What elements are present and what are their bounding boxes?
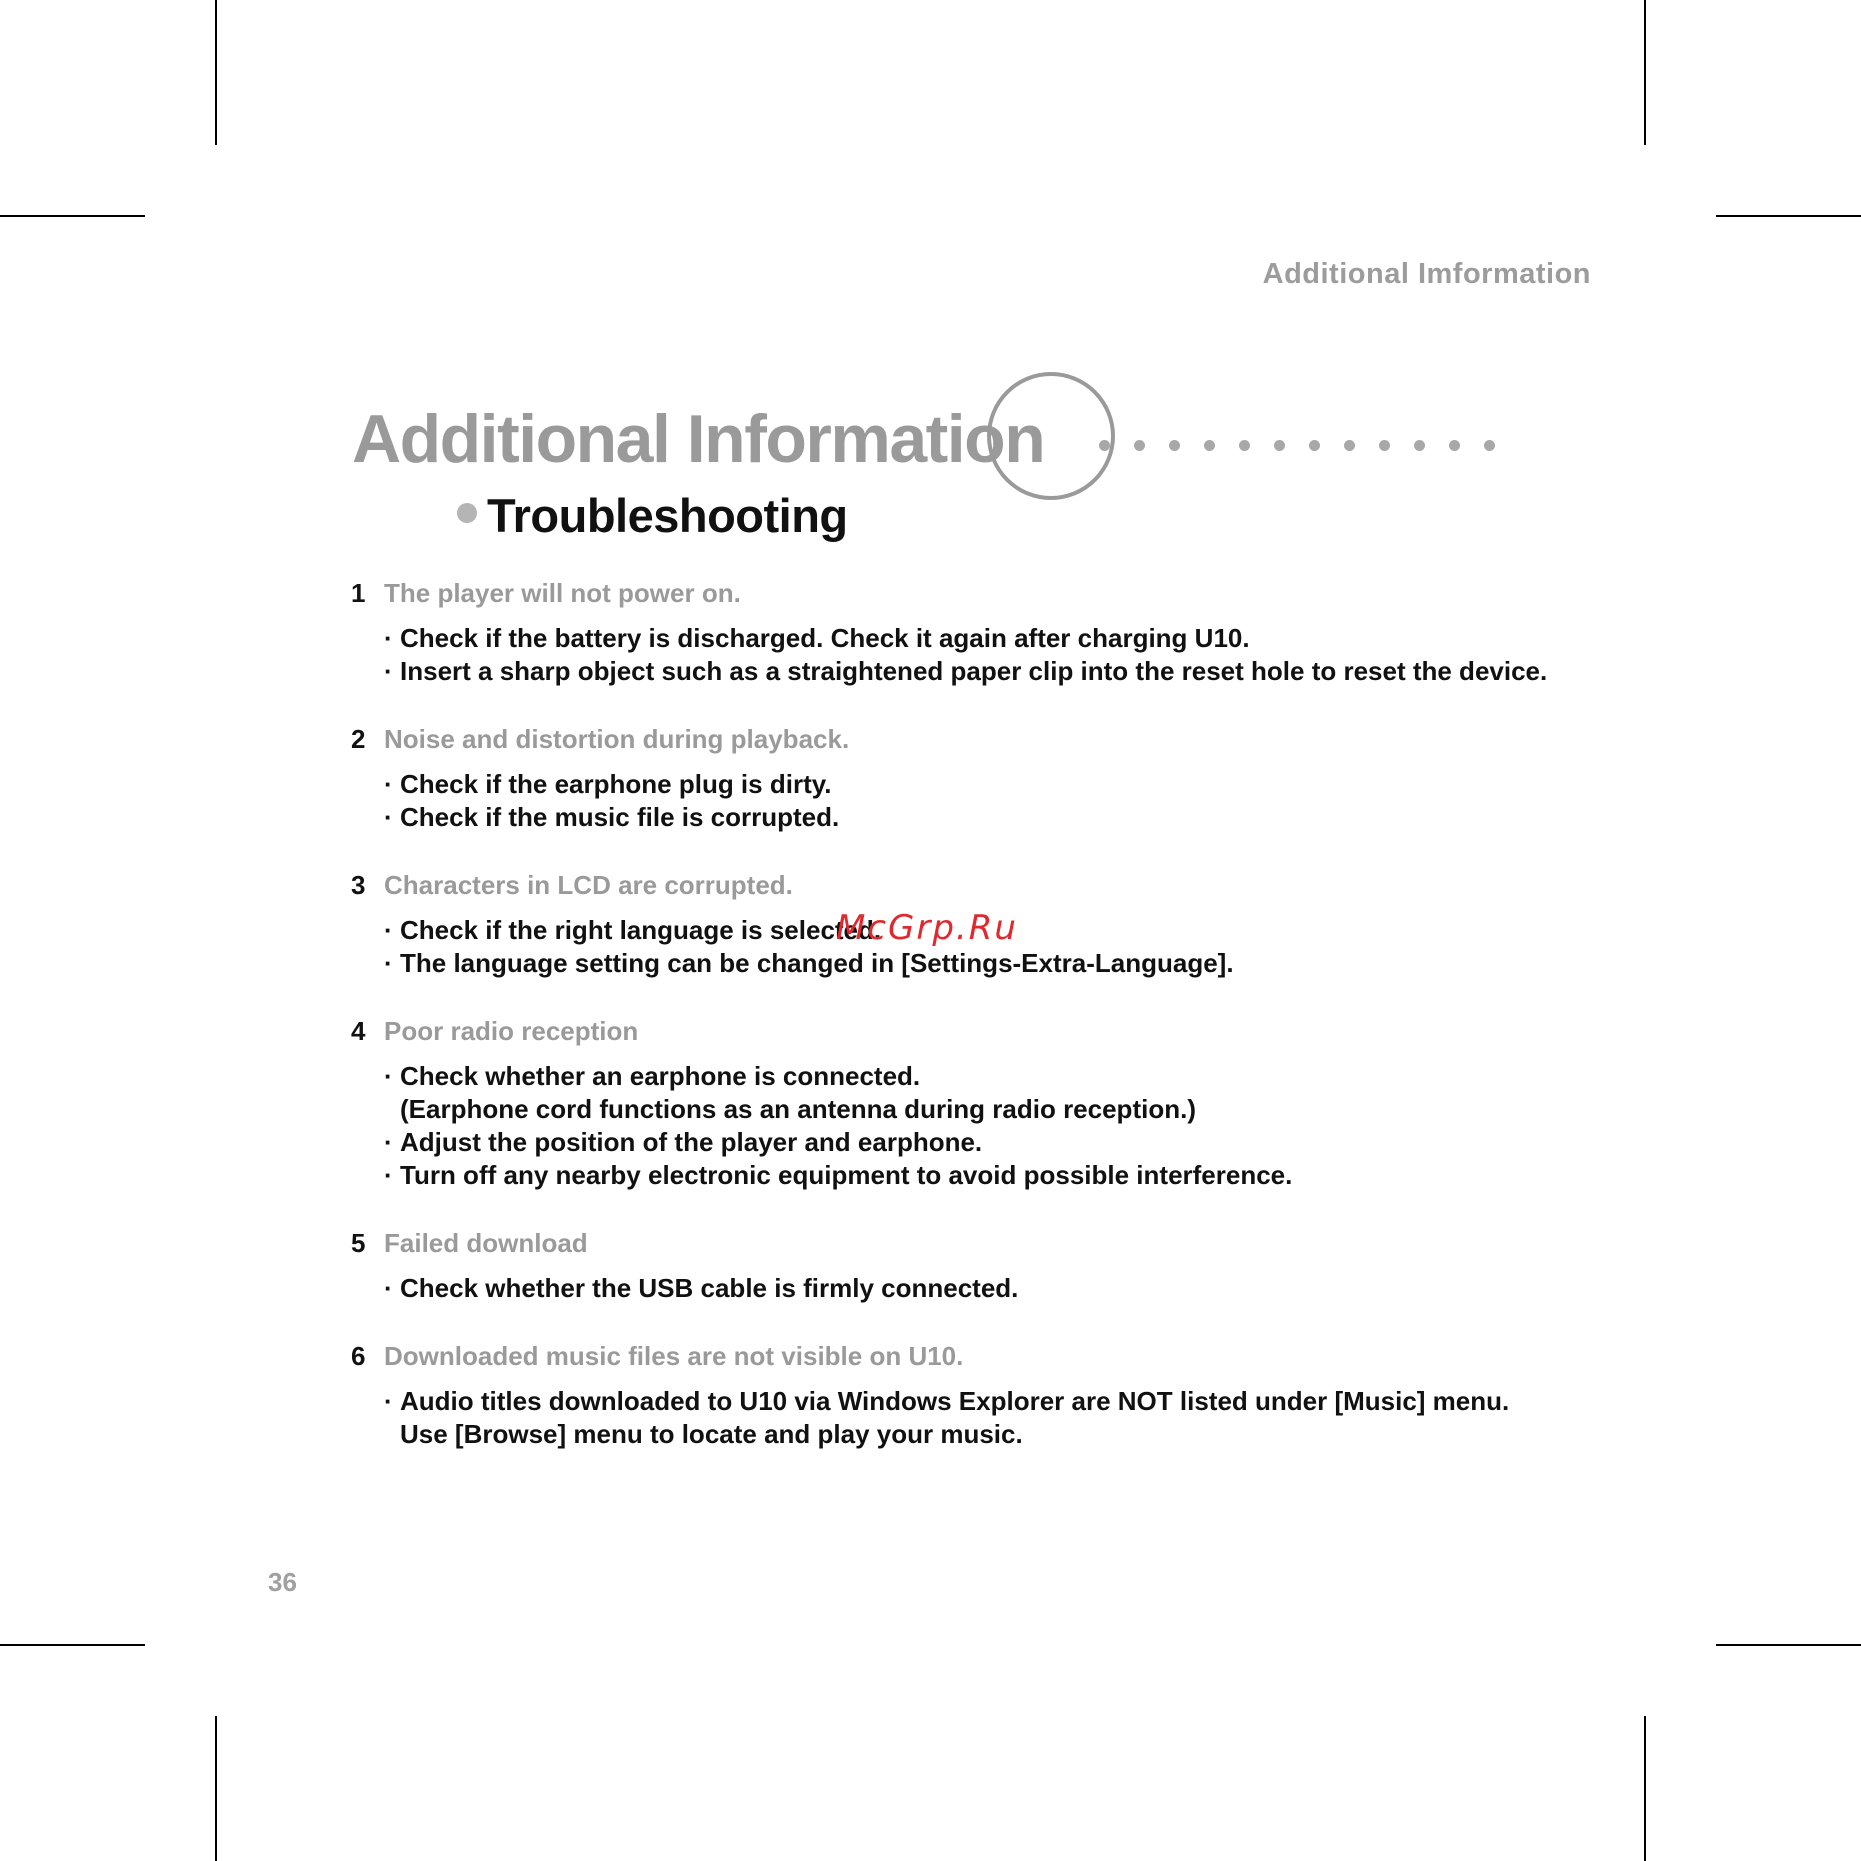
page-number: 36 <box>268 1567 297 1597</box>
troubleshooting-item <box>351 1010 1621 1192</box>
item-number: 3 <box>351 870 366 900</box>
troubleshooting-item <box>351 572 1621 688</box>
item-heading: Characters in LCD are corrupted. <box>384 870 793 900</box>
item-bullet: · Check if the battery is discharged. Check it again after charging U10. <box>384 622 1621 655</box>
item-number: 6 <box>351 1341 366 1371</box>
item-bullet: · Insert a sharp object such as a straightened paper clip into the reset hole to reset the device. <box>384 655 1621 688</box>
item-bullet: · Check if the music file is corrupted. <box>384 801 1621 834</box>
crop-mark <box>1644 1716 1646 1861</box>
item-bullet: · Check if the right language is selected. <box>384 914 1621 947</box>
item-number: 1 <box>351 578 366 608</box>
item-heading: The player will not power on. <box>384 578 741 608</box>
crop-mark <box>1716 1644 1861 1646</box>
item-heading: Downloaded music files are not visible on U10. <box>384 1341 964 1371</box>
item-bullet: · Adjust the position of the player and earphone. <box>384 1126 1621 1159</box>
item-bullet: · Check whether an earphone is connected. (Earphone cord functions as an antenna during radio reception.) <box>384 1060 1621 1126</box>
item-bullet: · Audio titles downloaded to U10 via Windows Explorer are NOT listed under [Music] menu. Use [Browse] menu to locate and play your music. <box>384 1385 1621 1451</box>
item-heading: Noise and distortion during playback. <box>384 724 850 754</box>
page-title: Additional Information <box>352 401 1045 477</box>
troubleshooting-list <box>351 572 1621 1481</box>
crop-mark <box>0 215 145 217</box>
item-bullet: · Turn off any nearby electronic equipment to avoid possible interference. <box>384 1159 1621 1192</box>
item-number: 2 <box>351 724 366 754</box>
item-number: 5 <box>351 1228 366 1258</box>
crop-mark <box>1644 0 1646 145</box>
title-circle-ornament <box>987 372 1115 500</box>
item-bullet: · The language setting can be changed in [Settings-Extra-Language]. <box>384 947 1621 980</box>
troubleshooting-item <box>351 1335 1621 1451</box>
item-bullet: · Check if the earphone plug is dirty. <box>384 768 1621 801</box>
dotted-line-ornament <box>1099 440 1499 454</box>
subtitle-bullet-icon <box>457 503 477 523</box>
crop-mark <box>215 0 217 145</box>
section-subtitle: Troubleshooting <box>487 489 848 542</box>
item-number: 4 <box>351 1016 366 1046</box>
running-head: Additional Imformation <box>1262 258 1591 290</box>
troubleshooting-item <box>351 718 1621 834</box>
item-heading: Poor radio reception <box>384 1016 639 1046</box>
crop-mark <box>0 1644 145 1646</box>
troubleshooting-item <box>351 1222 1621 1305</box>
item-bullet: · Check whether the USB cable is firmly connected. <box>384 1272 1621 1305</box>
crop-mark <box>215 1716 217 1861</box>
item-heading: Failed download <box>384 1228 588 1258</box>
crop-mark <box>1716 215 1861 217</box>
watermark: McGrp.Ru <box>836 908 1018 948</box>
